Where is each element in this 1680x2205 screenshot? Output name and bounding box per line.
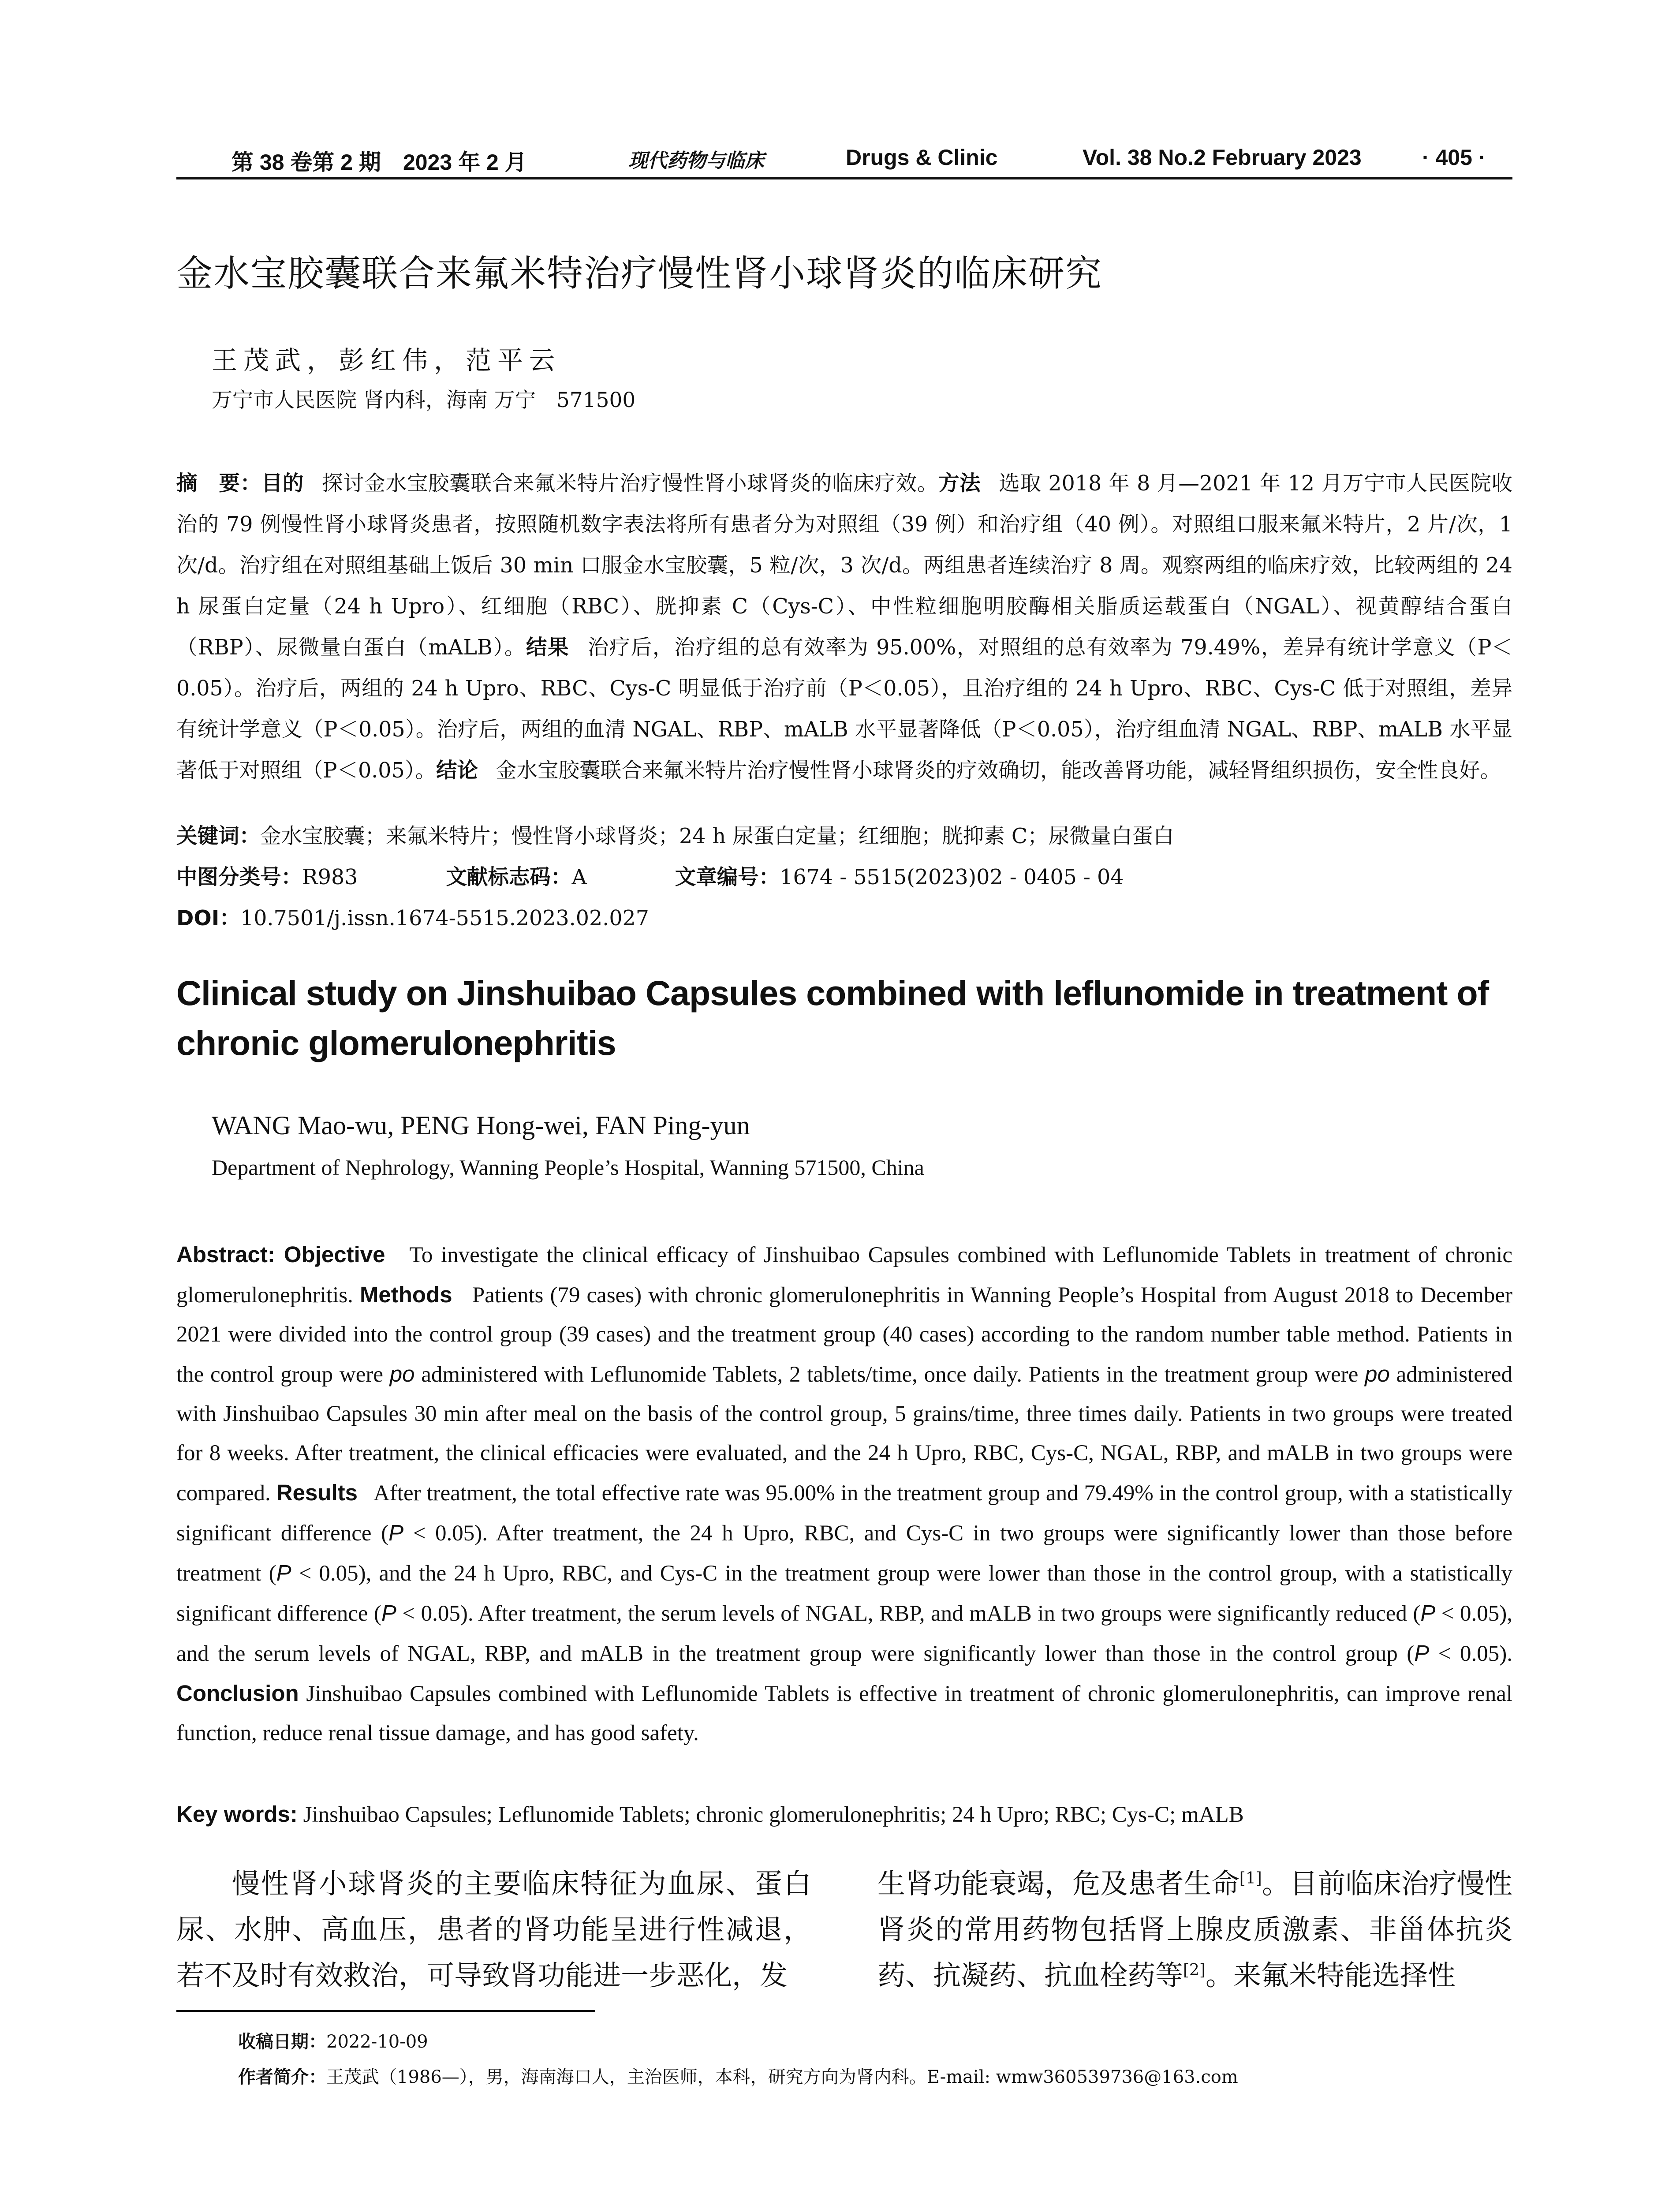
- abstract-label-en: Abstract: Objective: [176, 1242, 385, 1267]
- citation-ref-1[interactable]: [1]: [1239, 1869, 1262, 1887]
- article-no-label: 文章编号：: [675, 865, 780, 889]
- clc-label: 中图分类号：: [176, 865, 302, 889]
- paper-title-cn: 金水宝胶囊联合来氟米特治疗慢性肾小球肾炎的临床研究: [176, 253, 1103, 295]
- footnote-author-bio: [238, 2063, 1238, 2088]
- abstract-label-cn: 摘 要：: [176, 471, 261, 496]
- body-text-left-column: 慢性肾小球肾炎的主要临床特征为血尿、蛋白尿、水肿、高血压，患者的肾功能呈进行性减退，若不及时有效救治，可导致肾功能进一步恶化，发: [176, 1868, 811, 1992]
- paper-title-en: Clinical study on Jinshuibao Capsules combined with leflunomide in treatment of chronic glomerulonephritis: [176, 973, 1489, 1062]
- results-text-en-5: < 0.05), and the serum levels of NGAL, RBP, and mALB in the treatment group were significantly lower than those in the control group (: [176, 1601, 1512, 1666]
- results-text-en-1: After treatment, the total effective rate was 95.00% in the treatment group and 79.49% in the control group, with a statistically significant difference (: [176, 1481, 1513, 1546]
- issue-info-cn: 第 38 卷第 2 期 2023 年 2 月: [231, 150, 527, 175]
- objective-text-en: To investigate the clinical efficacy of Jinshuibao Capsules combined with Leflunomide Tablets in treatment of chronic glomerulonephritis.: [176, 1243, 1512, 1308]
- conclusion-text-cn: 金水宝胶囊联合来氟米特片治疗慢性肾小球肾炎的疗效确切，能改善肾功能，减轻肾组织损伤，安全性良好。: [495, 759, 1501, 783]
- results-text-en-6: < 0.05).: [1429, 1641, 1512, 1666]
- body-text-right-column: [877, 1861, 1512, 1999]
- po-abbrev-1: po: [389, 1361, 415, 1387]
- methods-text-en-3: administered with Jinshuibao Capsules 30 min after meal on the basis of the control group, 5 grains/time, three times daily. Patients in two groups were treated for 8 weeks. After treatment, the clinical efficacies were evaluated, and the 24 h Upro, RBC, Cys-C, NGAL, RBP, and mALB in two groups were compared.: [176, 1362, 1513, 1506]
- issue-info-en: Vol. 38 No.2 February 2023: [1083, 145, 1362, 170]
- abstract-cn: [176, 463, 1512, 791]
- keywords-label-cn: 关键词：: [176, 824, 260, 848]
- keywords-text-cn: 金水宝胶囊；来氟米特片；慢性肾小球肾炎；24 h 尿蛋白定量；红细胞；胱抑素 C；尿微量白蛋白: [260, 824, 1174, 848]
- conclusion-text-en: Jinshuibao Capsules combined with Leflunomide Tablets is effective in treatment of chronic glomerulonephritis, can improve renal function, reduce renal tissue damage, and has good safety.: [176, 1682, 1512, 1745]
- results-text-cn: 治疗后，治疗组的总有效率为 95.00%，对照组的总有效率为 79.49%，差异有统计学意义（P＜0.05）。治疗后，两组的 24 h Upro、RBC、Cys-C 明显低于治疗前（P＜0.05），且治疗组的 24 h Upro、RBC、Cys-C 低于对照组，差异有统计学意义（P＜0.05）。治疗后，两组的血清 NGAL、RBP、mALB 水平显著降低（P＜0.05），治疗组血清 NGAL、RBP、mALB 水平显著低于对照组（P＜0.05）。: [176, 635, 1512, 783]
- results-text-en-2: < 0.05). After treatment, the 24 h Upro, RBC, and Cys-C in two groups were significantly lower than those before treatment (: [176, 1521, 1512, 1586]
- doi-line: [176, 898, 1512, 939]
- doc-code-label: 文献标志码：: [446, 865, 572, 889]
- author-bio-text: 王茂武（1986—），男，海南海口人，主治医师，本科，研究方向为肾内科。E-mail: wmw360539736@163.com: [326, 2067, 1238, 2087]
- p-value-symbol: P: [381, 1600, 396, 1626]
- conclusion-label-cn: 结论: [436, 759, 478, 783]
- body-right-text-2: 。目前临床治疗慢性肾炎的常用药物包括肾上腺皮质激素、非甾体抗炎药、抗凝药、抗血栓药等: [877, 1868, 1513, 1992]
- clc-value: R983: [302, 865, 358, 889]
- running-header: [176, 142, 1512, 179]
- author-bio-label: 作者简介：: [238, 2067, 326, 2087]
- conclusion-label-en: Conclusion: [176, 1681, 299, 1706]
- methods-text-cn: 选取 2018 年 8 月—2021 年 12 月万宁市人民医院收治的 79 例慢性肾小球肾炎患者，按照随机数字表法将所有患者分为对照组（39 例）和治疗组（40 例）。对照组口服来氟米特片，2 片/次，1 次/d。治疗组在对照组基础上饭后 30 min 口服金水宝胶囊，5 粒/次，3 次/d。两组患者连续治疗 8 周。观察两组的临床疗效，比较两组的 24 h 尿蛋白定量（24 h Upro）、红细胞（RBC）、胱抑素 C（Cys-C）、中性粒细胞明胶酶相关脂质运载蛋白（NGAL）、视黄醇结合蛋白（RBP）、尿微量白蛋白（mALB）。: [176, 471, 1513, 660]
- keywords-cn: [176, 816, 1512, 857]
- keywords-en: [176, 1794, 1244, 1835]
- keywords-text-en: Jinshuibao Capsules; Leflunomide Tablets; chronic glomerulonephritis; 24 h Upro; RBC; Cys-C; mALB: [303, 1802, 1244, 1827]
- objective-text-cn: 探讨金水宝胶囊联合来氟米特片治疗慢性肾小球肾炎的临床疗效。: [321, 471, 939, 496]
- results-label-cn: 结果: [526, 635, 570, 660]
- methods-text-en-1: Patients (79 cases) with chronic glomerulonephritis in Wanning People’s Hospital from August 2018 to December 2021 were divided into the control group (39 cases) and the treatment group (40 cases) according to the random number table method. Patients in the control group were: [176, 1283, 1512, 1387]
- authors-en: WANG Mao-wu, PENG Hong-wei, FAN Ping-yun: [212, 1111, 750, 1140]
- p-value-symbol: P: [1420, 1600, 1436, 1626]
- received-label: 收稿日期：: [238, 2032, 326, 2052]
- objective-label-cn: 目的: [261, 471, 304, 496]
- results-text-en-4: < 0.05). After treatment, the serum levels of NGAL, RBP, and mALB in two groups were significantly reduced (: [396, 1601, 1421, 1626]
- p-value-symbol: P: [276, 1560, 291, 1585]
- doc-code-value: A: [571, 865, 587, 889]
- received-date: 2022-10-09: [326, 2032, 428, 2052]
- doi-label: DOI：: [176, 906, 240, 931]
- authors-cn: 王茂武，彭红伟，范平云: [212, 345, 561, 375]
- classification-line: [176, 857, 1512, 898]
- body-right-text-3: 。来氟米特能选择性: [1206, 1959, 1456, 1992]
- methods-label-en: Methods: [359, 1282, 452, 1307]
- page-number: · 405 ·: [1422, 145, 1486, 170]
- results-label-en: Results: [276, 1480, 358, 1505]
- footnote-divider: [176, 2010, 595, 2012]
- methods-text-en-2: administered with Leflunomide Tablets, 2 tablets/time, once daily. Patients in the treatment group were: [421, 1362, 1359, 1387]
- abstract-en: [176, 1235, 1512, 1753]
- article-no-value: 1674 - 5515(2023)02 - 0405 - 04: [780, 865, 1124, 889]
- po-abbrev-2: po: [1365, 1361, 1390, 1387]
- p-value-symbol: P: [1414, 1641, 1430, 1666]
- methods-label-cn: 方法: [938, 471, 981, 496]
- journal-name-cn: 现代药物与临床: [628, 149, 764, 172]
- keywords-label-en: Key words:: [176, 1801, 298, 1827]
- doi-link[interactable]: 10.7501/j.issn.1674-5515.2023.02.027: [240, 906, 649, 931]
- affiliation-cn: 万宁市人民医院 肾内科，海南 万宁 571500: [212, 388, 636, 412]
- journal-name-en: Drugs & Clinic: [846, 145, 998, 170]
- p-value-symbol: P: [388, 1520, 404, 1545]
- body-right-text-1: 生肾功能衰竭，危及患者生命: [877, 1868, 1239, 1900]
- affiliation-en: Department of Nephrology, Wanning People’s Hospital, Wanning 571500, China: [212, 1155, 924, 1180]
- results-text-en-3: < 0.05), and the 24 h Upro, RBC, and Cys-C in the treatment group were lower than those in the control group, with a statistically significant difference (: [176, 1561, 1512, 1626]
- footnote-received-date: [238, 2028, 428, 2053]
- citation-ref-2[interactable]: [2]: [1183, 1961, 1206, 1979]
